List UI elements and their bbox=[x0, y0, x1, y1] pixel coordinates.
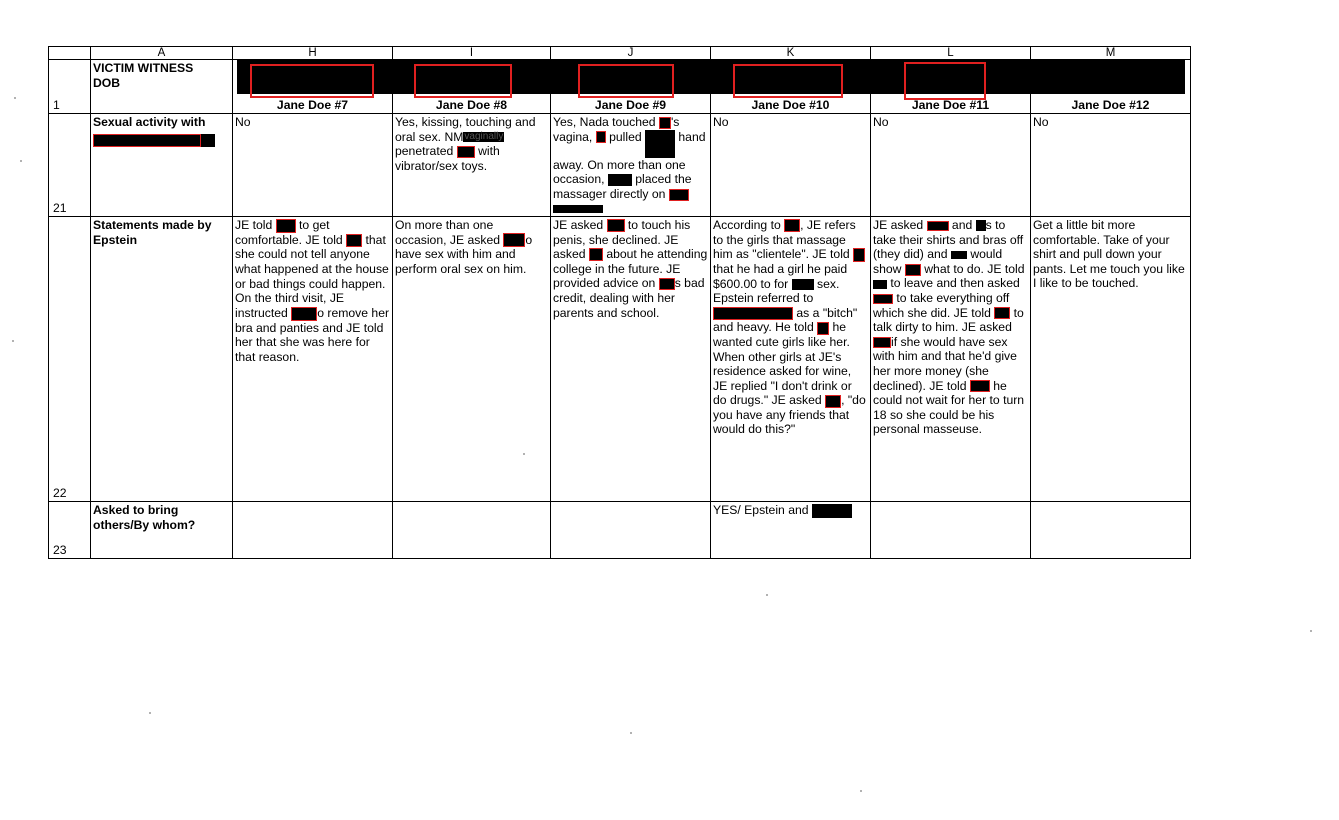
redaction-box bbox=[659, 117, 671, 129]
cell-text: penetrated bbox=[395, 144, 454, 159]
cell-text: JE asked bbox=[553, 217, 604, 232]
row-number[interactable]: 22 bbox=[49, 216, 91, 501]
redaction-box bbox=[817, 322, 829, 335]
row-label: Sexual activity with bbox=[93, 115, 206, 129]
redacted-word-text: vaginally bbox=[464, 131, 504, 143]
cell-h22[interactable] bbox=[233, 216, 393, 501]
header-label-cell[interactable]: VICTIM WITNESS DOB bbox=[91, 60, 233, 114]
cell-text: that she could not tell anyone what happened at the house or bad things could happen. On the third visit, JE instructed bbox=[235, 232, 389, 320]
cell-text: , "do you have any friends that would do this?" bbox=[713, 393, 866, 437]
cell-text: According to bbox=[713, 217, 781, 232]
redaction-box bbox=[596, 131, 606, 143]
redaction-block bbox=[951, 251, 967, 259]
cell-text: to leave and then asked bbox=[890, 276, 1020, 291]
cell-text: JE told bbox=[235, 217, 273, 232]
scan-speck bbox=[149, 712, 151, 714]
row-number[interactable]: 23 bbox=[49, 501, 91, 558]
cell-i23[interactable] bbox=[393, 501, 551, 558]
victim-name: Jane Doe #8 bbox=[435, 98, 508, 113]
cell-text: what to do. JE told bbox=[924, 261, 1025, 276]
redaction-block bbox=[873, 280, 887, 289]
header-redaction-band bbox=[237, 60, 1185, 94]
cell-i21[interactable] bbox=[393, 114, 551, 217]
spreadsheet-table bbox=[48, 46, 1191, 559]
redaction-box bbox=[873, 337, 891, 348]
victim-name: Jane Doe #11 bbox=[911, 98, 990, 113]
redaction-box bbox=[346, 234, 362, 247]
victim-name: Jane Doe #9 bbox=[594, 98, 667, 113]
redaction-block bbox=[201, 134, 215, 147]
column-header-k[interactable]: K bbox=[711, 47, 871, 60]
cell-text: with vibrator/sex toys. bbox=[395, 144, 500, 173]
cell-text: placed the massager directly on bbox=[553, 172, 692, 201]
redaction-outline bbox=[414, 64, 512, 98]
cell-i22[interactable] bbox=[393, 216, 551, 501]
column-header-h[interactable]: H bbox=[233, 47, 393, 60]
cell-m22[interactable]: Get a little bit more comfortable. Take of your shirt and pull down your pants. Let me touch you like I like to be touched. bbox=[1031, 216, 1191, 501]
cell-h23[interactable] bbox=[233, 501, 393, 558]
column-header-l[interactable]: L bbox=[871, 47, 1031, 60]
scan-speck bbox=[20, 160, 22, 162]
cell-k22[interactable] bbox=[711, 216, 871, 501]
redaction-block bbox=[608, 174, 632, 186]
scan-speck bbox=[860, 790, 862, 792]
redaction-box bbox=[93, 134, 201, 147]
table-row bbox=[49, 216, 1191, 501]
scan-speck bbox=[14, 97, 16, 99]
redacted-word bbox=[463, 132, 504, 142]
redaction-box bbox=[503, 233, 525, 247]
victim-name: Jane Doe #12 bbox=[1071, 98, 1150, 113]
column-header-j[interactable]: J bbox=[551, 47, 711, 60]
redaction-block bbox=[553, 205, 603, 213]
cell-text: On more than one occasion, JE asked bbox=[395, 217, 501, 247]
cell-text: and bbox=[951, 217, 973, 232]
row-label-cell[interactable]: Statements made by Epstein bbox=[91, 216, 233, 501]
redaction-box bbox=[994, 307, 1010, 319]
redaction-block bbox=[976, 220, 986, 231]
cell-text: o remove her bra and panties and JE told her that she was here for that reason. bbox=[235, 305, 390, 364]
cell-text: to touch his penis, she declined. JE asked bbox=[553, 217, 691, 262]
redaction-box bbox=[927, 221, 949, 231]
redaction-box bbox=[457, 146, 475, 158]
redaction-box bbox=[607, 219, 625, 232]
redaction-outline bbox=[733, 64, 843, 98]
redaction-block bbox=[812, 504, 852, 518]
cell-text: would show bbox=[873, 247, 1003, 276]
redaction-box bbox=[669, 189, 689, 201]
cell-text: about he attending college in the future. JE provided advice on bbox=[553, 247, 708, 291]
cell-text: if she would have sex with him and that he'd give her more money (she declined). JE told bbox=[873, 334, 1017, 393]
cell-text: sex. Epstein referred to bbox=[713, 276, 840, 306]
cell-k23[interactable] bbox=[711, 501, 871, 558]
redaction-box bbox=[853, 248, 865, 262]
redaction-block bbox=[645, 130, 675, 158]
table-row bbox=[49, 114, 1191, 217]
cell-l22[interactable] bbox=[871, 216, 1031, 501]
cell-j22[interactable] bbox=[551, 216, 711, 501]
cell-text: Yes, kissing, touching and oral sex. NM bbox=[395, 115, 536, 144]
redaction-block bbox=[792, 279, 814, 290]
cell-text: s bad credit, dealing with her parents and school. bbox=[553, 276, 705, 320]
row-label-cell[interactable]: Asked to bring others/By whom? bbox=[91, 501, 233, 558]
scan-speck bbox=[630, 732, 632, 734]
cell-l23[interactable] bbox=[871, 501, 1031, 558]
column-header-i[interactable]: I bbox=[393, 47, 551, 60]
redaction-box bbox=[970, 380, 990, 392]
redaction-box bbox=[905, 264, 921, 276]
table-row bbox=[49, 501, 1191, 558]
victim-name: Jane Doe #7 bbox=[276, 98, 349, 113]
cell-k21[interactable]: No bbox=[711, 114, 871, 217]
cell-text: s to take their shirts and bras off (they did) and bbox=[873, 217, 1024, 262]
cell-h21[interactable]: No bbox=[233, 114, 393, 217]
cell-text: that he had a girl he paid $600.00 to for bbox=[713, 261, 848, 291]
cell-text: he could not wait for her to turn 18 so she could be his personal masseuse. bbox=[873, 378, 1025, 437]
column-header-m[interactable]: M bbox=[1031, 47, 1191, 60]
corner-cell[interactable] bbox=[49, 47, 91, 60]
cell-text: as a "bitch" and heavy. He told bbox=[713, 305, 858, 335]
scan-speck bbox=[1310, 630, 1312, 632]
cell-text: to take everything off which she did. JE told bbox=[873, 290, 1010, 320]
cell-l21[interactable]: No bbox=[871, 114, 1031, 217]
row-number[interactable]: 1 bbox=[49, 60, 91, 114]
cell-j21[interactable] bbox=[551, 114, 711, 217]
row-label-cell[interactable] bbox=[91, 114, 233, 217]
redaction-box bbox=[276, 219, 296, 233]
redaction-box bbox=[291, 307, 317, 321]
column-header-a[interactable]: A bbox=[91, 47, 233, 60]
cell-text: YES/ Epstein and bbox=[713, 502, 809, 517]
redaction-outline bbox=[250, 64, 374, 98]
cell-text: he wanted cute girls like her. When other girls at JE's residence asked for wine, JE replied "I don't drink or do drugs." JE asked bbox=[713, 320, 852, 408]
cell-text: JE asked bbox=[873, 217, 924, 232]
cell-text: Yes, Nada touched bbox=[553, 115, 656, 129]
cell-m23[interactable] bbox=[1031, 501, 1191, 558]
column-header-row bbox=[49, 47, 1191, 60]
scan-speck bbox=[523, 453, 525, 455]
victim-name: Jane Doe #10 bbox=[751, 98, 830, 113]
scan-speck bbox=[766, 594, 768, 596]
cell-text: pulled bbox=[609, 129, 642, 144]
redaction-box bbox=[784, 219, 800, 232]
redaction-outline bbox=[578, 64, 674, 98]
redaction-box bbox=[825, 395, 841, 408]
cell-text: , JE refers to the girls that massage him as "clientele". JE told bbox=[713, 217, 856, 262]
cell-text: 's vagina, bbox=[553, 115, 680, 144]
redaction-outline bbox=[904, 62, 986, 100]
cell-j23[interactable] bbox=[551, 501, 711, 558]
cell-text: to talk dirty to him. JE asked bbox=[873, 305, 1024, 335]
scan-speck bbox=[12, 340, 14, 342]
cell-text: hand away. On more than one occasion, bbox=[553, 129, 706, 187]
cell-text: to get comfortable. JE told bbox=[235, 217, 343, 247]
redaction-box bbox=[589, 248, 603, 261]
row-number[interactable]: 21 bbox=[49, 114, 91, 217]
redaction-box bbox=[659, 278, 675, 290]
redaction-box bbox=[873, 294, 893, 304]
cell-text: o have sex with him and perform oral sex on him. bbox=[395, 232, 533, 276]
redaction-box bbox=[713, 307, 793, 320]
cell-m21[interactable]: No bbox=[1031, 114, 1191, 217]
